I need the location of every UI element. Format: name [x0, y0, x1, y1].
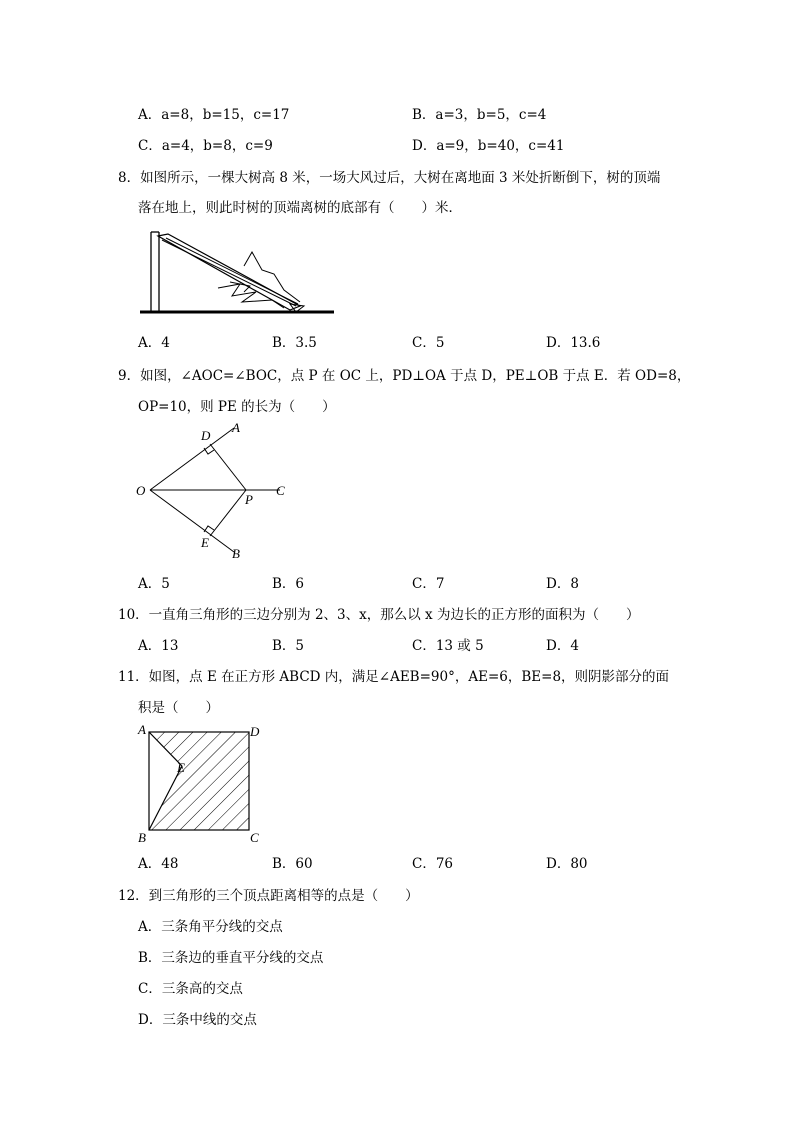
q7-option-d: D．a=9，b=40，c=41	[412, 138, 565, 154]
q9-option-c: C．7	[412, 576, 445, 592]
q12-option-d: D．三条中线的交点	[138, 1012, 257, 1028]
q12-option-a: A．三条角平分线的交点	[138, 919, 283, 935]
q11-label-a: A	[138, 722, 146, 737]
q11-label-e: E	[177, 760, 185, 775]
q11-square-figure	[134, 720, 268, 846]
q7-option-b: B．a=3，b=5，c=4	[412, 107, 547, 123]
q9-option-b: B．6	[272, 576, 305, 592]
q8-stem-line1: 8．如图所示，一棵大树高 8 米，一场大风过后，大树在离地面 3 米处折断倒下，树的顶端	[118, 170, 661, 186]
q9-option-a: A．5	[138, 576, 170, 592]
q11-option-a: A．48	[138, 856, 179, 872]
q10-option-c: C．13 或 5	[412, 638, 484, 654]
q10-option-a: A．13	[138, 638, 179, 654]
q9-angle-figure	[134, 418, 304, 566]
q11-label-c: C	[250, 830, 259, 845]
q11-label-b: B	[138, 830, 146, 845]
q9-label-b: B	[232, 546, 240, 561]
q9-label-c: C	[276, 483, 285, 498]
q9-label-d: D	[201, 428, 211, 443]
q8-option-b: B．3.5	[272, 335, 317, 351]
q8-option-d: D．13.6	[546, 335, 601, 351]
q8-option-a: A．4	[138, 335, 170, 351]
q11-option-c: C．76	[412, 856, 454, 872]
q9-label-a: A	[232, 420, 240, 435]
q9-stem-line2: OP=10，则 PE 的长为（ ）	[138, 399, 336, 415]
q12-option-b: B．三条边的垂直平分线的交点	[138, 950, 324, 966]
q8-option-c: C．5	[412, 335, 445, 351]
q11-label-d: D	[250, 724, 260, 739]
q9-label-p: P	[245, 492, 253, 507]
q7-option-a: A．a=8，b=15，c=17	[138, 107, 290, 123]
q11-option-d: D．80	[546, 856, 588, 872]
q10-option-b: B．5	[272, 638, 305, 654]
q9-option-d: D．8	[546, 576, 579, 592]
q8-tree-figure	[140, 226, 340, 322]
q9-label-o: O	[136, 483, 146, 498]
q12-option-c: C．三条高的交点	[138, 981, 243, 997]
q10-option-d: D．4	[546, 638, 579, 654]
q10-stem-line1: 10．一直角三角形的三边分别为 2、3、x，那么以 x 为边长的正方形的面积为（ ）	[118, 607, 640, 623]
q7-option-c: C．a=4，b=8，c=9	[138, 138, 273, 154]
q8-stem-line2: 落在地上，则此时树的顶端离树的底部有（ ）米．	[138, 200, 462, 216]
q12-stem-line1: 12．到三角形的三个顶点距离相等的点是（ ）	[118, 888, 419, 904]
q9-stem-line1: 9．如图，∠AOC=∠BOC，点 P 在 OC 上，PD⊥OA 于点 D，PE⊥OB 于点 E．若 OD=8，	[118, 368, 691, 384]
q9-label-e: E	[201, 535, 209, 550]
q11-option-b: B．60	[272, 856, 313, 872]
q11-stem-line2: 积是（ ）	[138, 700, 219, 716]
q11-stem-line1: 11．如图，点 E 在正方形 ABCD 内，满足∠AEB=90°，AE=6，BE=8，则阴影部分的面	[118, 669, 670, 685]
